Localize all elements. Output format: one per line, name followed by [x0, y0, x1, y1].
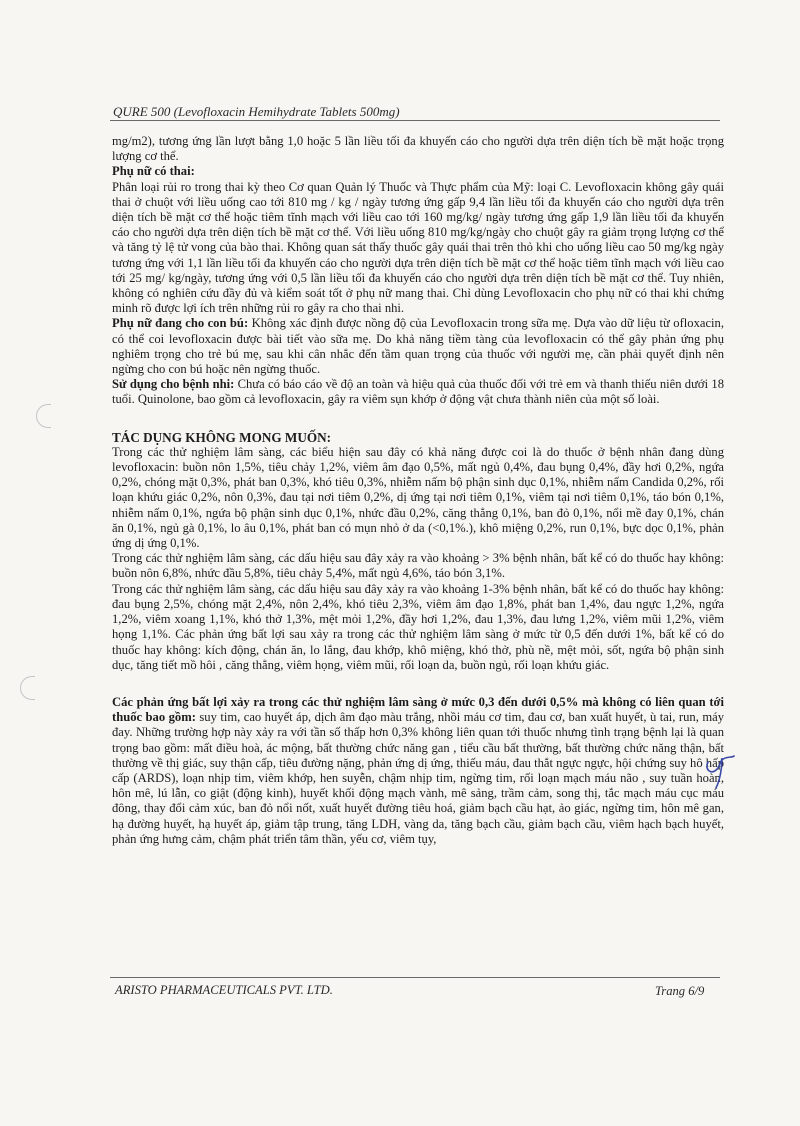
rare-reactions-text: suy tim, cao huyết áp, dịch âm đạo màu trắng, nhồi máu cơ tim, đau cơ, ban xuất huyết, ù tai, run, máy đay. Những trường hợp này xảy ra với tần số thấp hơn 0,3% không liên quan tới thuốc nhưng tình trạng bệnh lại là quan trọng bao gồm: mất điều hoà, ác mộng, bất thường chức năng gan , tiểu cầu bất thường, bất thường chức năng thận, bất thường về thị giác, suy thận cấp, tiêu đường nặng, phản ứng dị ứng, thiếu máu, đau thắt ngực ngực, hội chứng suy hô hấp cấp (ARDS), loạn nhịp tim, viêm khớp, hen suyễn, chậm nhịp tim, ngừng tim, rối loạn mạch máu não , suy tuần hoàn, hôn mê, lú lẫn, co giật (động kinh), huyết khối động mạch vành, mê sảng, trầm cảm, song thị, tắc mạch máu cục máu đông, thay đổi cảm xúc, ban đỏ nổi nốt, xuất huyết đường tiêu hoá, giảm bạch cầu hạt, ảo giác, ngừng tim, hôn mê gan, hạ đường huyết, hạ huyết áp, giảm tập trung, tăng LDH, vàng da, tăng bạch cầu, giảm bạch cầu, viêm hạch bạch huyết, phản ứng hưng cảm, chậm phát triển tâm thần, yếu cơ, viêm tụy,	[112, 710, 724, 846]
footer-company: ARISTO PHARMACEUTICALS PVT. LTD.	[115, 983, 333, 997]
page-body	[112, 134, 724, 847]
running-header: QURE 500 (Levofloxacin Hemihydrate Tablets 500mg)	[113, 104, 400, 119]
footer-page-number: Trang 6/9	[655, 984, 705, 998]
nursing-heading: Phụ nữ đang cho con bú:	[112, 316, 249, 331]
adverse-paragraph-2: Trong các thử nghiệm lâm sàng, các dấu hiệu sau đây xảy ra vào khoảng > 3% bệnh nhân, bất kể có do thuốc hay không: buồn nôn 6,8%, nhức đầu 5,8%, tiêu chảy 5,4%, mất ngủ 4,6%, táo bón 3,1%.	[112, 551, 724, 581]
adverse-paragraph-1: Trong các thử nghiệm lâm sàng, các biểu hiện sau đây có khả năng được coi là do thuốc ở bệnh nhân đang dùng levofloxacin: buồn nôn 1,5%, tiêu chảy 1,2%, viêm âm đạo 0,5%, mất ngủ 0,4%, đau bụng 0,4%, đầy hơi 0,2%, ngứa 0,2%, chóng mặt 0,3%, phát ban 0,3%, khó tiêu 0,3%, nhiễm nấm bộ phận sinh dục 0,1%, nhiễm nấm Candida 0,2%, rối loạn khứu giác 0,2%, nôn 0,3%, đau tại nơi tiêm 0,2%, dị ứng tại nơi tiêm 0,1%, viêm tại nơi tiêm 0,1%, táo bón 0,1%, nhiễm nấm 0,1%, ngứa bộ phận sinh dục 0,1%, nhức đầu 0,2%, căng thẳng 0,1%, ban đỏ 0,1%, nổi mề đay 0,1%, chán ăn 0,1%, ngủ gà 0,1%, lo âu 0,1%, phát ban có mụn nhỏ ở da (<0,1%.), khô miệng 0,2%, run 0,1%, bực dọc 0,1%, phản ứng dị ứng 0,1%.	[112, 444, 724, 551]
pediatric-text: Chưa có báo cáo về độ an toàn và hiệu quả của thuốc đối với trẻ em và thanh thiếu niên dưới 18 tuổi. Quinolone, bao gồm cả levofloxacin, gây ra viêm sụn khớp ở động vật chưa thành niên của một số loài.	[112, 377, 724, 407]
pregnancy-paragraph: Phân loại rủi ro trong thai kỳ theo Cơ quan Quản lý Thuốc và Thực phẩm của Mỹ: loại C. Levofloxacin không gây quái thai ở chuột với liều uống cao tới 810 mg / kg / ngày tương ứng gấp 9,4 lần liều tối đa khuyến cáo cho người dựa trên diện tích bề mặt cơ thể hoặc tiêm tĩnh mạch với liều cao tới 160 mg/kg/ ngày tương ứng gấp 1,9 lần liều tối đa khuyến cáo cho người dựa trên diện tích bề mặt cơ thể. Với liều uống 810 mg/kg/ngày cho chuột gây ra giảm trọng lượng cơ thể và tăng tỷ lệ tử vong của bào thai. Không quan sát thấy thuốc gây quái thai trên thỏ khi cho uống liều cao 50 mg/kg ngày tương ứng với 1,1 lần liều tối đa khuyến cáo cho người dựa trên diện tích bề mặt cơ thể hoặc tiêm tĩnh mạch với liều cao tới 25 mg/ kg/ngày, tương ứng với 0,5 lần liều tối đa khuyến cáo cho người dựa trên diện tích bề mặt cơ thể. Tuy nhiên, không có nghiên cứu đầy đủ và kiểm soát tốt ở phụ nữ mang thai. Chỉ dùng Levofloxacin cho phụ nữ có thai khi chứng minh rõ được lợi ích trên những rủi ro gây ra cho thai nhi.	[112, 179, 724, 316]
continued-paragraph: mg/m2), tương ứng lần lượt bằng 1,0 hoặc 5 lần liều tối đa khuyến cáo cho người dựa trên diện tích bề mặt hoặc trọng lượng cơ thể.	[112, 134, 724, 164]
punch-hole-mark	[36, 404, 51, 428]
nursing-text: Không xác định được nồng độ của Levofloxacin trong sữa mẹ. Dựa vào dữ liệu từ ofloxacin, có thể coi levofloxacin được bài tiết vào sữa mẹ. Do khả năng tiềm tàng của levofloxacin có thể gây phản ứng phụ nghiêm trọng cho trẻ bú mẹ, sau khi cân nhắc đến tầm quan trọng của thuốc với người mẹ, cần phải quyết định nên ngừng cho con bú hoặc nên ngừng thuốc.	[112, 316, 724, 377]
pediatric-heading: Sử dụng cho bệnh nhi:	[112, 377, 235, 392]
pregnancy-heading: Phụ nữ có thai:	[112, 164, 195, 179]
adverse-paragraph-3: Trong các thử nghiệm lâm sàng, các dấu hiệu sau đây xảy ra vào khoảng 1-3% bệnh nhân, bất kể có do thuốc hay không: đau bụng 2,5%, chóng mặt 2,4%, nôn 2,4%, khó tiêu 2,3%, viêm âm đạo 1,8%, phát ban 1,4%, đau ngực 1,2%, ngứa 1,2%, viêm xoang 1,1%, khó thở 1,3%, mệt mỏi 1,2%, đầy hơi 1,2%, đau 1,3%, đau lưng 1,2%, viêm mũi 1,2%, viêm họng 1,1%. Các phản ứng bất lợi sau xảy ra trong các thử nghiệm lâm sàng ở mức từ 0,5 đến dưới 1%, bất kể có do thuốc hay không: kích động, chán ăn, lo lắng, đau khớp, khô miệng, khó thở, phù nề, mệt mỏi, sốt, ngứa bộ phận sinh dục, tăng tiết mồ hôi , căng thẳng, viêm họng, viêm mũi, rối loạn da, buồn ngủ, rối loạn khứu giác.	[112, 581, 724, 672]
punch-hole-mark	[20, 676, 35, 700]
handwritten-initial-mark	[700, 752, 740, 792]
rare-reactions-heading: Các phản ứng bất lợi xảy ra trong các thử nghiệm lâm sàng ở mức 0,3 đến dưới 0,5% mà không có liên quan tới thuốc bao gồm:	[112, 694, 724, 725]
pediatric-paragraph	[112, 377, 724, 407]
footer-rule	[110, 977, 720, 978]
adverse-effects-heading: TÁC DỤNG KHÔNG MONG MUỐN:	[112, 429, 332, 445]
nursing-paragraph	[112, 316, 724, 377]
header-rule	[110, 120, 720, 121]
rare-reactions-paragraph	[112, 695, 724, 847]
